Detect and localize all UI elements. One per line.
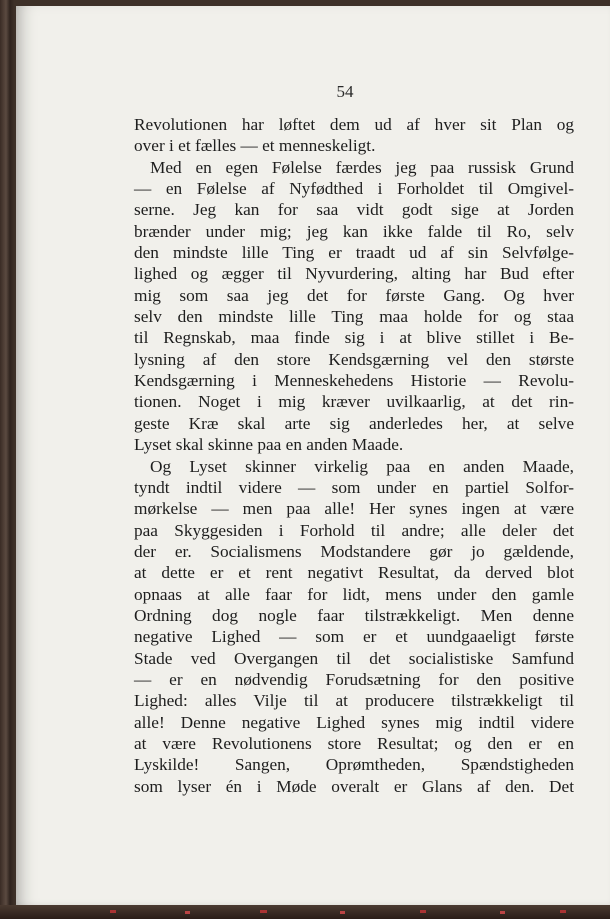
text-line: at dette er et rent negativt Resultat, da derved blot — [134, 563, 574, 583]
text-line: lighed og ægger til Nyvurdering, alting har Bud efter — [134, 264, 574, 284]
text-line: opnaas at alle faar for lidt, mens under den gamle — [134, 584, 574, 604]
text-line: Kendsgærning i Menneskehedens Historie — Revolu- — [134, 371, 574, 391]
text-line: geste Kræ skal arte sig anderledes her, at selve — [134, 413, 574, 433]
text-line: — er en nødvendig Forudsætning for den positive — [134, 669, 574, 689]
book-bottom-edge — [0, 905, 610, 919]
text-line: tyndt indtil videre — som under en partiel Solfor- — [134, 477, 574, 497]
text-line: Lighed: alles Vilje til at producere tilstrækkeligt til — [134, 691, 574, 711]
text-line: Med en egen Følelse færdes jeg paa russisk Grund — [150, 157, 574, 177]
text-line: mørkelse — men paa alle! Her synes ingen at være — [134, 499, 574, 519]
text-line: Revolutionen har løftet dem ud af hver sit Plan og — [134, 115, 574, 134]
text-line: brænder under mig; jeg kan ikke falde til Ro, selv — [134, 221, 574, 241]
text-line: Lyskilde! Sangen, Oprømtheden, Spændstigheden — [134, 755, 574, 775]
text-line: Lyset skal skinne paa en anden Maade. — [134, 435, 404, 455]
text-line: serne. Jeg kan for saa vidt godt sige at Jorden — [134, 200, 574, 220]
book-page — [16, 6, 610, 908]
decorative-edge-marks — [90, 908, 590, 916]
body-text — [134, 114, 574, 797]
text-line: paa Skyggesiden i Forhold til andre; alle deler det — [134, 520, 574, 540]
text-line: Ordning dog nogle faar tilstrækkeligt. Men denne — [134, 605, 574, 625]
text-line: som lyser én i Møde overalt er Glans af den. Det — [134, 776, 574, 796]
text-line: mig som saa jeg det for første Gang. Og hver — [134, 285, 574, 305]
text-line: tionen. Noget i mig kræver uvilkaarlig, at det rin- — [134, 392, 574, 412]
text-line: Og Lyset skinner virkelig paa en anden Maade, — [150, 456, 574, 476]
text-line: lysning af den store Kendsgærning vel den største — [134, 349, 574, 369]
text-line: til Regnskab, maa finde sig i at blive stillet i Be- — [134, 328, 574, 348]
text-line: at være Revolutionens store Resultat; og den er en — [134, 733, 574, 753]
text-line: selv den mindste lille Ting maa holde for og staa — [134, 307, 574, 327]
text-line: den mindste lille Ting er traadt ud af sin Selvfølge- — [134, 243, 574, 263]
page-number: 54 — [336, 82, 354, 101]
text-line: Stade ved Overgangen til det socialistiske Samfund — [134, 648, 574, 668]
text-line: over i et fælles — et menneskeligt. — [134, 136, 376, 156]
text-line: — en Følelse af Nyfødthed i Forholdet til Omgivel- — [134, 179, 574, 199]
text-line: der er. Socialismens Modstandere gør jo gældende, — [134, 541, 574, 561]
text-line: alle! Denne negative Lighed synes mig indtil videre — [134, 712, 574, 732]
text-line: negative Lighed — som er et uundgaaeligt første — [134, 627, 574, 647]
